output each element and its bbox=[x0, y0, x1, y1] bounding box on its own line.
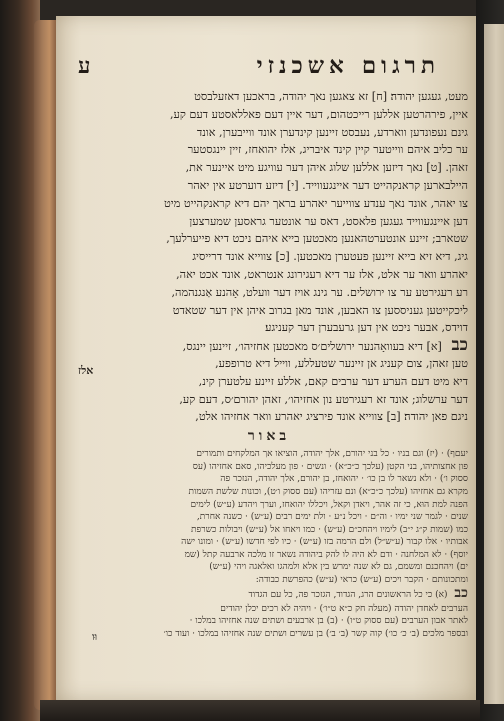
book-spine bbox=[34, 20, 56, 710]
catchword: אלז bbox=[78, 364, 94, 377]
commentary-line: הפנה למת הוּא, כי זה אהר, ויאדן וקאל, ויכללו יהואחז, וערך ויהדע (ע״ש) לימים bbox=[190, 499, 468, 510]
page-title: תרגום אשכנזי bbox=[256, 52, 440, 79]
text-line: דוידס, אבער ניכט אין דען גרעבערן דער קעניגע׃ bbox=[265, 321, 468, 335]
text-line: ער כליב איהם ווייטער קיין קינד איבריג, אלז יהואחז, זיין יינגסטער bbox=[187, 143, 468, 157]
text-line: זאהן. [ט] נאך דיזען אללען שלוג איהן דער עוויגע מיט איינער את, bbox=[185, 161, 468, 175]
text-line: רע רעגירטע ער צו ירושלים. ער גינג אויז דער וועלט, אָהנע אַנגנהמה, bbox=[171, 285, 468, 299]
commentary-line: הערבים לאחדן יהודה (מעלה חק כ״א ט״ו׳) · ויהיה לא רכים יכלן יהודים bbox=[220, 603, 468, 614]
text-line: גיג, דיא זיא בייא זיינען פעטערן מאכטען. [כ] צווייא אונד דרייסיג bbox=[192, 250, 468, 264]
commentary-header bbox=[70, 428, 468, 446]
commentary-line: ססוק ו׳) · ולא נשאר לו בן כו׳ · יהואחז, בן יהורם, אלך יהודה, הנזכר פה bbox=[220, 474, 468, 485]
commentary-line: ובספר מלכים (ב׳ כ׳ כו׳) קוה קשר (ב׳ ב׳) בן עשרים ושתים שנה אחזיהו במלכו · ועוד כו׳ bbox=[163, 628, 468, 639]
main-text bbox=[70, 88, 468, 426]
commentary-line: ים) ויהחכנם ומשמם, גם לא שנה ימרש בין אלא ולמהגו ואלאגה ויהי (ע״ש) bbox=[209, 562, 468, 573]
commentary bbox=[70, 448, 468, 640]
text-line: ניגם פאן יהודה׃ [ב] צווייא אונד פירציג יאהרע וואר אחזיהו אלט, bbox=[195, 410, 468, 424]
commentary-line: לאתר אבון הערבים (עם ססוק ט״ו) · (ב) בן ארבעים ושתים שנה אחזיהו במלכו · bbox=[189, 616, 468, 627]
chapter-mark: כב bbox=[451, 337, 468, 355]
footer-mark: וּו bbox=[92, 632, 98, 643]
commentary-line: יעםף) · (יז) וגם בניו · כל בני יהורם, אלך יהודה, הוציאו אך המלקחים ותמורים bbox=[196, 449, 468, 460]
text-line: איין, פירהרטען אללען רייכטהום, דער איין דעם פאללאסטע דעם קע, bbox=[169, 107, 468, 121]
commentary-chapter-mark: כב bbox=[454, 586, 468, 601]
text-line: היילבארען קראנקהייט דער איינגעווייד. [י] דיזע דוערטע אין יאהר bbox=[187, 178, 468, 192]
commentary-chapter-line bbox=[70, 587, 468, 603]
commentary-line: (א) כי כל הראשונים הרג, הגדוד, הגזכר פה, כל עם הגדוד bbox=[248, 589, 448, 600]
text-line: יאהרע וואר ער אלט, אלז ער דיא רעגירונג אנטראט, אונד אכט יאה, bbox=[176, 267, 468, 281]
text-line: צו יאהר, אונד נאך ענדע צווייער יאהרע בראך יהם דיא קראנקהייט מיט bbox=[164, 196, 468, 210]
commentary-line: שנים · לגמר שני ימיו · וה״ם · ויכל נ״ע · ולת ימים רבים (ע״ש) · כשנה אחרת, bbox=[196, 512, 468, 523]
book-bottom-edge bbox=[40, 700, 480, 721]
commentary-line: יוסף) · לא המלחנה · ודם לא היה לו להק ביהודה נשאר זו מלכה ארבעה קתל (שמ bbox=[184, 549, 468, 560]
commentary-line: מקרא גם אחזיהו (עלכך כ״כ״א) ונם עזריהו (עם ססוק ו׳ט), וכונות שלשת השמות bbox=[188, 486, 468, 497]
chapter-line bbox=[70, 337, 468, 355]
commentary-line: ומתכונותם · הקבר ויכים (ע״ש) כראי (ע״ש) כהפרשת כבודה: bbox=[255, 575, 468, 586]
text-line: מעט, געגען יהודה׃ [ח] זא צאגען נאך יהודה, בראכען דאזעלבסט bbox=[194, 90, 468, 103]
commentary-line: פון אחצותיהו, בני הקטן (עלכך כ״כ״א) · ונשים · פון מעלכיהו, סאם אחזיהו (עס bbox=[192, 461, 468, 472]
running-header bbox=[70, 52, 468, 82]
commentary-line: כמו (שמות ק״ג י״ב) לימיו ויהחכ״ם (ע״ש) · כמו ויאחו אל (ע״ש) ויבולות כשרפת bbox=[191, 524, 468, 535]
facing-page-edge bbox=[484, 24, 504, 704]
commentary-title: באור bbox=[247, 428, 291, 445]
page-content bbox=[70, 52, 468, 692]
text-line: ליכקייטען געניססען צו האבען, אונד מאן בגרוב איהן אין דער שטאדט bbox=[172, 303, 468, 317]
text-line: דען איינגעווייד געגען פלאסט, דאס ער אונטער גראסען שמערצען bbox=[189, 214, 468, 228]
text-line: שטארב; זיינע אונטערטהאנען מאכטען בייא איהם ניכט דיא פייערלעך, bbox=[166, 232, 468, 246]
text-line: טען זאהן, צום קעניג אן זיינער שטעללע, ווייל דיא טרופפע, bbox=[215, 356, 468, 370]
text-line: גינם נעפונדען ווארדע, נעבסט זיינען קינדערן אונד ווייבערן, אונד bbox=[196, 125, 468, 139]
text-line: דיא מיט דעם הערע דער ערבים קאם, אללע זיינע עלטערן קינ, bbox=[198, 374, 468, 388]
text-line: דער ערשלוג; אונד זא רעגירטע נון אחזיהו׳, זאהן יהורם׳ס, דעם קע, bbox=[179, 392, 468, 406]
commentary-line: אבותיו · אלו קבור (ע״ש״ל) ולם הרמה בזו (ע״ש) · כיו לפי חדשו (ע״ש) · ומונו ישה bbox=[181, 537, 468, 548]
page-number: ע bbox=[78, 53, 91, 79]
text-line: [א] דיא בעוואָהנער ירושלים׳ס מאכטען אחזיהו׳, זיינען יינגס, bbox=[182, 340, 442, 354]
